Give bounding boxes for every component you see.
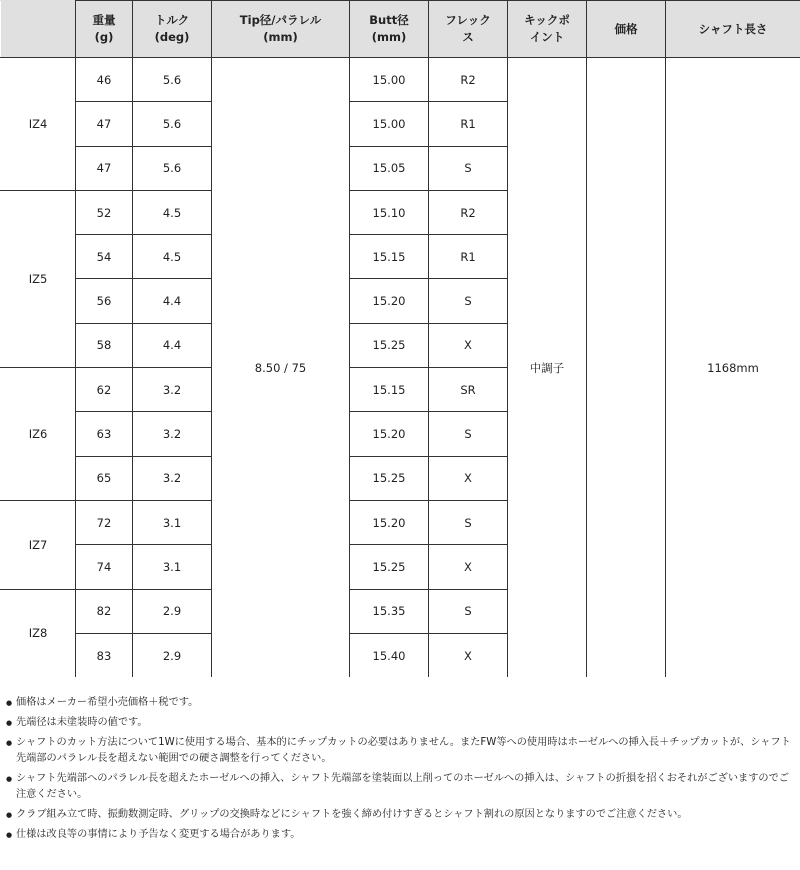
table-row <box>1 58 800 102</box>
list-item: ● シャフトのカット方法について1Wに使用する場合、基本的にチップカットの必要はありません。またFW等への使用時はホーゼルへの挿入長＋チップカットが、シャフト先端部のパラレル長を超えない範囲での硬さ調整を行ってください。 <box>6 735 796 767</box>
weight-cell: 62 <box>76 368 133 412</box>
butt-cell: 15.25 <box>350 545 429 589</box>
header-butt-line1: Butt径 <box>369 13 409 27</box>
flex-cell: X <box>429 323 508 367</box>
weight-cell: 63 <box>76 412 133 456</box>
header-length <box>666 1 800 58</box>
price-cell <box>587 58 666 678</box>
notes-list <box>6 695 796 847</box>
butt-cell: 15.35 <box>350 589 429 633</box>
butt-cell: 15.00 <box>350 102 429 146</box>
list-item: ● クラブ組み立て時、振動数測定時、グリップの交換時などにシャフトを強く締め付けすぎるとシャフト割れの原因となりますのでご注意ください。 <box>6 807 796 823</box>
length-cell: 1168mm <box>666 58 800 678</box>
weight-cell: 52 <box>76 190 133 234</box>
flex-cell: X <box>429 456 508 500</box>
butt-cell: 15.20 <box>350 412 429 456</box>
header-kick-line1: キックポ <box>524 13 570 27</box>
weight-cell: 46 <box>76 58 133 102</box>
kick-cell: 中調子 <box>508 58 587 678</box>
butt-cell: 15.15 <box>350 368 429 412</box>
butt-cell: 15.15 <box>350 235 429 279</box>
weight-cell: 47 <box>76 102 133 146</box>
torque-cell: 4.4 <box>133 323 212 367</box>
flex-cell: R1 <box>429 102 508 146</box>
weight-cell: 74 <box>76 545 133 589</box>
header-butt <box>350 1 429 58</box>
header-torque <box>133 1 212 58</box>
weight-cell: 83 <box>76 633 133 677</box>
flex-cell: SR <box>429 368 508 412</box>
torque-cell: 4.5 <box>133 235 212 279</box>
header-torque-line2: (deg) <box>154 30 190 44</box>
model-cell: IZ7 <box>1 500 76 589</box>
header-price-line1: 価格 <box>614 21 638 36</box>
torque-cell: 3.2 <box>133 456 212 500</box>
header-tip <box>212 1 350 58</box>
torque-cell: 4.5 <box>133 190 212 234</box>
model-cell: IZ6 <box>1 368 76 501</box>
header-row <box>1 1 800 58</box>
torque-cell: 4.4 <box>133 279 212 323</box>
header-weight-line2: (g) <box>94 30 114 44</box>
header-kick <box>508 1 587 58</box>
header-flex-line1: フレック <box>445 13 491 27</box>
butt-cell: 15.05 <box>350 146 429 190</box>
butt-cell: 15.40 <box>350 633 429 677</box>
list-item: ● 価格はメーカー希望小売価格＋税です。 <box>6 695 796 711</box>
header-price <box>587 1 666 58</box>
header-butt-line2: (mm) <box>371 30 407 44</box>
flex-cell: R1 <box>429 235 508 279</box>
torque-cell: 3.2 <box>133 412 212 456</box>
butt-cell: 15.10 <box>350 190 429 234</box>
weight-cell: 72 <box>76 500 133 544</box>
list-item: ● 先端径は未塗装時の値です。 <box>6 715 796 731</box>
butt-cell: 15.25 <box>350 456 429 500</box>
header-tip-line2: (mm) <box>263 30 298 44</box>
torque-cell: 5.6 <box>133 58 212 102</box>
header-flex <box>429 1 508 58</box>
model-cell: IZ8 <box>1 589 76 678</box>
butt-cell: 15.25 <box>350 323 429 367</box>
header-weight <box>76 1 133 58</box>
header-weight-line1: 重量 <box>92 13 116 27</box>
header-length-line1: シャフト長さ <box>698 21 768 36</box>
torque-cell: 5.6 <box>133 102 212 146</box>
header-flex-line2: ス <box>462 30 474 44</box>
flex-cell: S <box>429 412 508 456</box>
flex-cell: S <box>429 279 508 323</box>
weight-cell: 58 <box>76 323 133 367</box>
header-model-corner <box>1 1 76 58</box>
list-item: ● 仕様は改良等の事情により予告なく変更する場合があります。 <box>6 827 796 843</box>
flex-cell: R2 <box>429 190 508 234</box>
flex-cell: X <box>429 545 508 589</box>
torque-cell: 3.2 <box>133 368 212 412</box>
tip-cell: 8.50 / 75 <box>212 58 350 678</box>
weight-cell: 47 <box>76 146 133 190</box>
flex-cell: S <box>429 146 508 190</box>
weight-cell: 54 <box>76 235 133 279</box>
weight-cell: 56 <box>76 279 133 323</box>
butt-cell: 15.20 <box>350 279 429 323</box>
header-kick-line2: イント <box>529 30 565 44</box>
flex-cell: R2 <box>429 58 508 102</box>
torque-cell: 5.6 <box>133 146 212 190</box>
butt-cell: 15.20 <box>350 500 429 544</box>
torque-cell: 2.9 <box>133 633 212 677</box>
model-cell: IZ4 <box>1 58 76 191</box>
flex-cell: S <box>429 589 508 633</box>
torque-cell: 3.1 <box>133 545 212 589</box>
weight-cell: 65 <box>76 456 133 500</box>
header-tip-line1: Tip径/パラレル <box>239 13 322 27</box>
butt-cell: 15.00 <box>350 58 429 102</box>
weight-cell: 82 <box>76 589 133 633</box>
model-cell: IZ5 <box>1 190 76 367</box>
torque-cell: 2.9 <box>133 589 212 633</box>
flex-cell: S <box>429 500 508 544</box>
flex-cell: X <box>429 633 508 677</box>
torque-cell: 3.1 <box>133 500 212 544</box>
list-item: ● シャフト先端部へのパラレル長を超えたホーゼルへの挿入、シャフト先端部を塗装面以上削ってのホーゼルへの挿入は、シャフトの折損を招くおそれがございますのでご注意ください。 <box>6 771 796 803</box>
header-torque-line1: トルク <box>154 13 190 27</box>
